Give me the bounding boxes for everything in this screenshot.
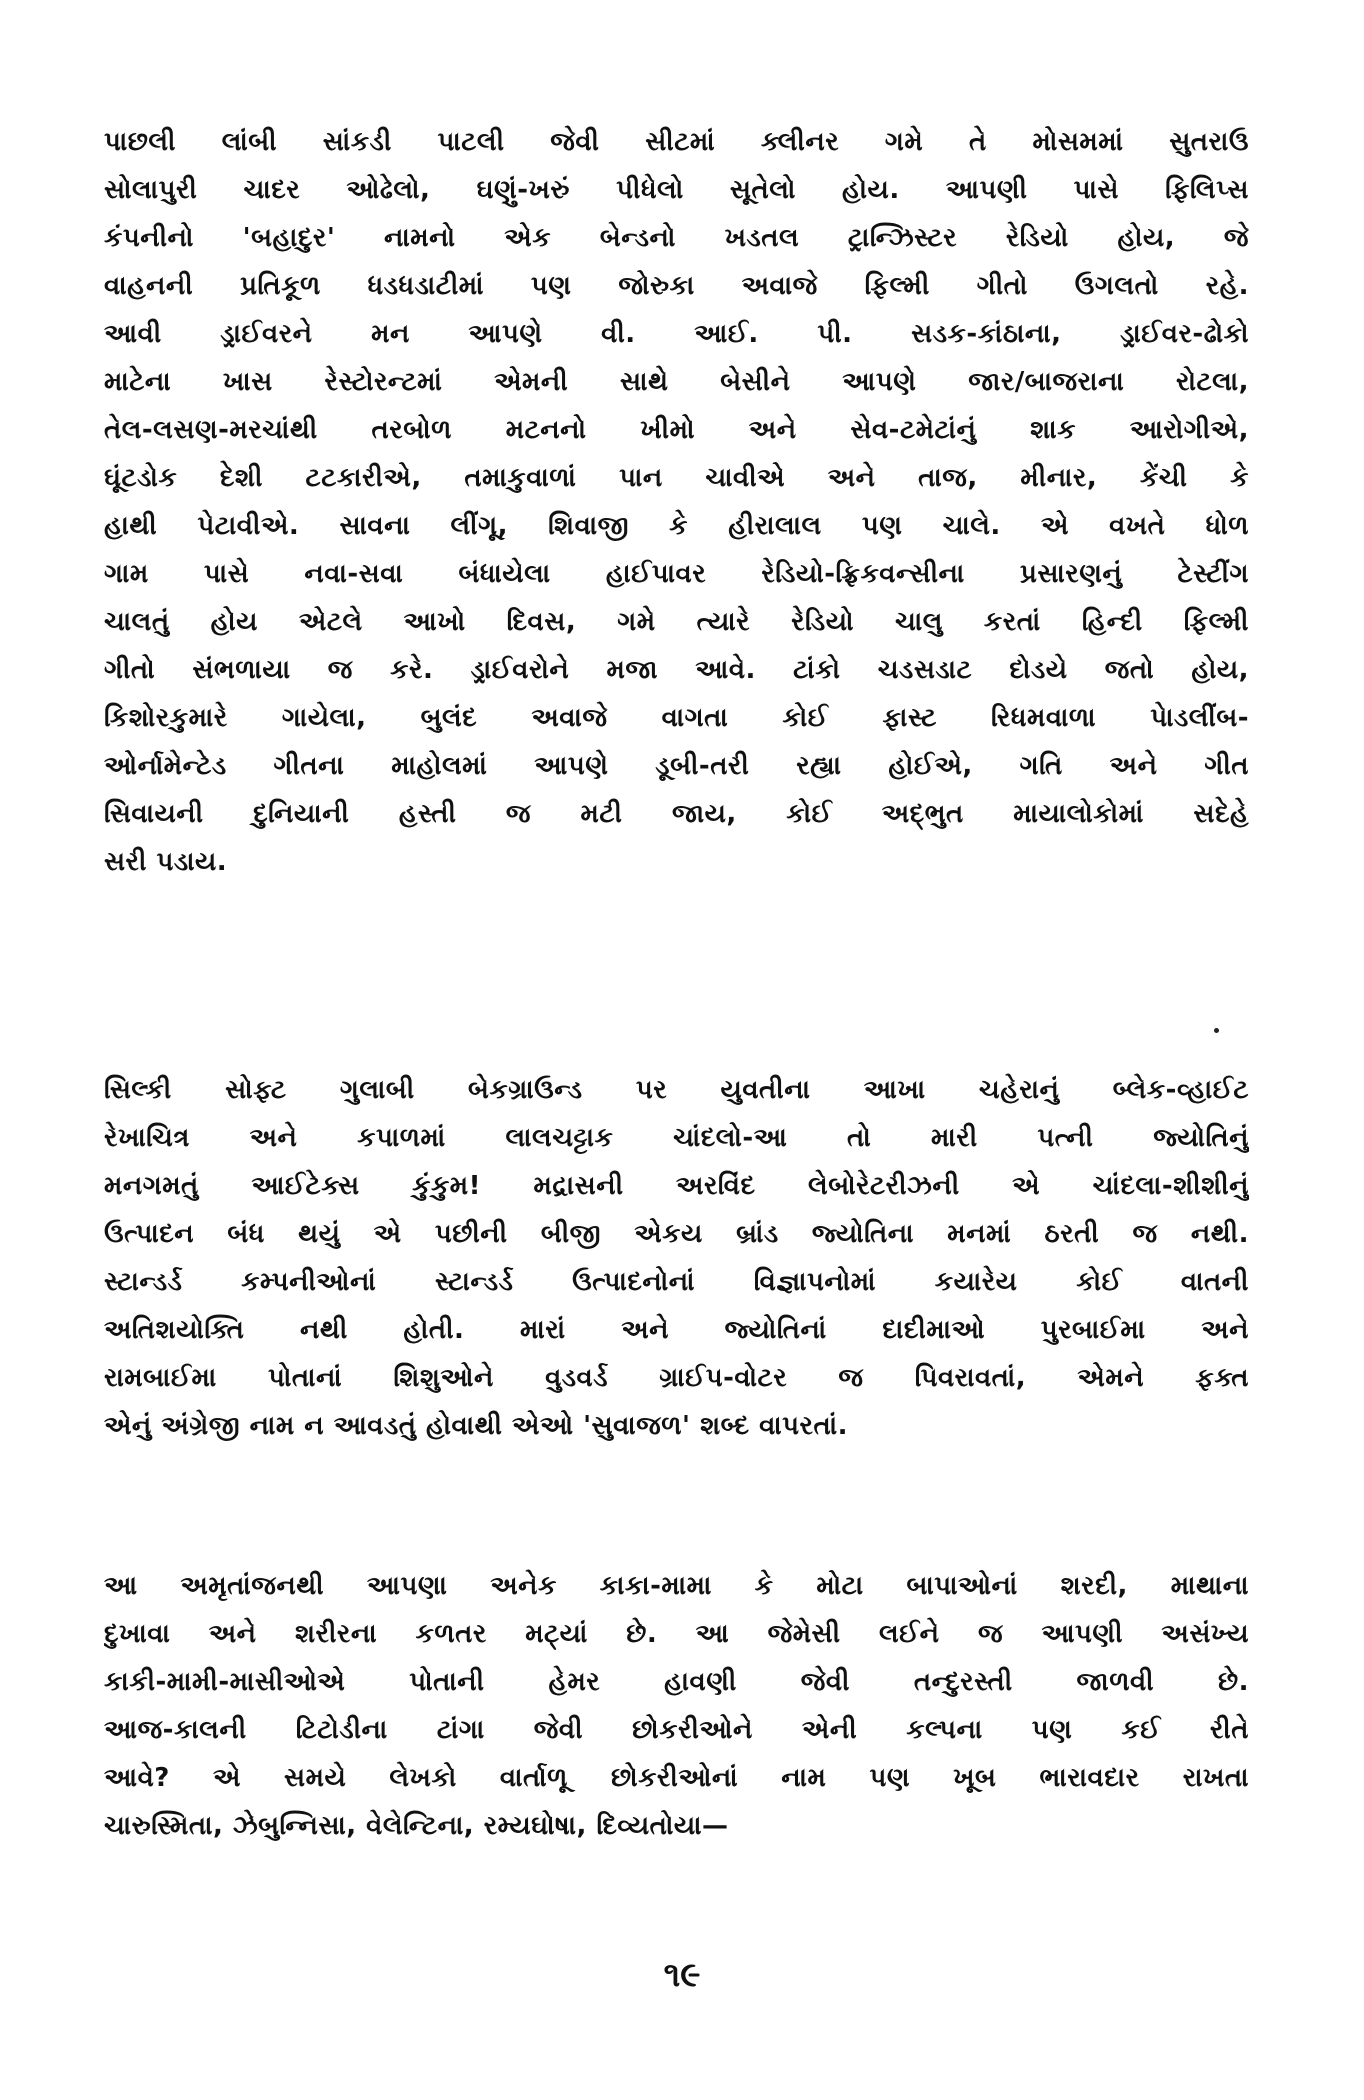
text-line: ગામ પાસે નવા-સવા બંધાયેલા હાઈપાવર રેડિયો-ફ્રિકવન્સીના પ્રસારણનું ટેસ્ટીંગ (104, 559, 1249, 589)
text-line: આજ-કાલની ટિટોડીના ટાંગા જેવી છોકરીઓને એની કલ્પના પણ કઈ રીતે (104, 1715, 1249, 1745)
text-line: દુખાવા અને શરીરના કળતર મટ્યાં છે. આ જેમેસી લઈને જ આપણી અસંખ્ય (104, 1619, 1249, 1649)
text-line: સ્ટાન્ડર્ડ કમ્પનીઓનાં સ્ટાન્ડર્ડ ઉત્પાદનોનાં વિજ્ઞાપનોમાં કયારેય કોઈ વાતની (104, 1267, 1249, 1297)
text-line: ચાલતું હોય એટલે આખો દિવસ, ગમે ત્યારે રેડિયો ચાલુ કરતાં હિન્દી ફિલ્મી (104, 607, 1249, 637)
text-line: આવી ડ્રાઈવરને મન આપણે વી. આઈ. પી. સડક-કાંઠાના, ડ્રાઈવર-ઢોકો (104, 319, 1249, 349)
text-line: વાહનની પ્રતિકૂળ ધડધડાટીમાં પણ જોરુકા અવાજે ફિલ્મી ગીતો ઉગલતો રહે. (104, 271, 1249, 301)
print-speck (1214, 1028, 1219, 1033)
text-line: એનું અંગ્રેજી નામ ન આવડતું હોવાથી એઓ 'સુવાજળ' શબ્દ વાપરતાં. (104, 1411, 848, 1441)
text-line: રામબાઈમા પોતાનાં શિશુઓને વુડવર્ડ ગ્રાઈપ-વોટર જ પિવરાવતાં, એમને ફક્ત (104, 1363, 1249, 1393)
text-line: કાકી-મામી-માસીઓએ પોતાની હેમર હાવણી જેવી તન્દુરસ્તી જાળવી છે. (104, 1667, 1249, 1697)
text-line: તેલ-લસણ-મરચાંથી તરબોળ મટનનો ખીમો અને સેવ-ટમેટાંનું શાક આરોગીએ, (104, 415, 1249, 445)
text-line: ગીતો સંભળાયા જ કરે. ડ્રાઈવરોને મજા આવે. ટાંકો ચડસડાટ દોડયે જતો હોય, (104, 655, 1249, 685)
text-line: પાછલી લાંબી સાંકડી પાટલી જેવી સીટમાં ક્લીનર ગમે તે મોસમમાં સુતરાઉ (104, 127, 1249, 157)
text-line: ઘૂંટડોક દેશી ટટકારીએ, તમાકુવાળાં પાન ચાવીએ અને તાજ, મીનાર, કેંચી કે (104, 463, 1249, 493)
text-line: કિશોરકુમારે ગાયેલા, બુલંદ અવાજે વાગતા કોઈ ફાસ્ટ રિધમવાળા પેાડલીંબ- (104, 703, 1249, 733)
text-line: ઓર્નામેન્ટેડ ગીતના માહોલમાં આપણે ડૂબી-તરી રહ્યા હોઈએ, ગતિ અને ગીત (104, 751, 1249, 781)
paragraph-3 (104, 1562, 1249, 1850)
text-line: સરી પડાય. (104, 847, 228, 877)
text-line: હાથી પેટાવીએ. સાવના લીંગૂ, શિવાજી કે હીરાલાલ પણ ચાલે. એ વખતે ધોળ (104, 511, 1249, 541)
text-line: મનગમતું આઈટેક્સ કુંકુમ! મદ્રાસની અરવિંદ લેબોરેટરીઝની એ ચાંદલા-શીશીનું (104, 1171, 1249, 1201)
text-line: અતિશયોક્તિ નથી હોતી. મારાં અને જ્યોતિનાં દાદીમાઓ પુરબાઈમા અને (104, 1315, 1249, 1345)
paragraph-1 (104, 118, 1249, 886)
text-line: કંપનીનો 'બહાદુર' નામનો એક બેન્ડનો ખડતલ ટ્રાન્ઝિસ્ટર રેડિયો હોય, જે (104, 223, 1249, 253)
paragraph-2 (104, 1066, 1249, 1450)
text-line: સિલ્કી સોફ્ટ ગુલાબી બેકગ્રાઉન્ડ પર યુવતીના આખા ચહેરાનું બ્લેક-વ્હાઈટ (104, 1075, 1249, 1105)
text-line: માટેના ખાસ રેસ્ટોરન્ટમાં એમની સાથે બેસીને આપણે જાર/બાજરાના રોટલા, (104, 367, 1249, 397)
text-line: આ અમૃતાંજનથી આપણા અનેક કાકા-મામા કે મોટા બાપાઓનાં શરદી, માથાના (104, 1571, 1249, 1601)
page-number: ૧૯ (663, 1955, 701, 1995)
text-line: સિવાયની દુનિયાની હસ્તી જ મટી જાય, કોઈ અદ્ભુત માયાલોકોમાં સદેહે (104, 799, 1249, 829)
text-line: ચારુસ્મિતા, ઝેબુન્નિસા, વેલેન્ટિના, રમ્યઘોષા, દિવ્યતોયા— (104, 1811, 729, 1841)
text-line: સોલાપુરી ચાદર ઓઢેલો, ઘણું-ખરું પીધેલો સૂતેલો હોય. આપણી પાસે ફિલિપ્સ (104, 175, 1249, 205)
text-line: રેખાચિત્ર અને કપાળમાં લાલચટ્ટાક ચાંદલો-આ તો મારી પત્ની જ્યોતિનું (104, 1123, 1249, 1153)
text-line: ઉત્પાદન બંધ થયું એ પછીની બીજી એકય બ્રાંડ જ્યોતિના મનમાં ઠરતી જ નથી. (104, 1219, 1249, 1249)
text-line: આવે? એ સમયે લેખકો વાર્તાળૂ છોકરીઓનાં નામ પણ ખૂબ ભારાવદાર રાખતા (104, 1763, 1249, 1793)
